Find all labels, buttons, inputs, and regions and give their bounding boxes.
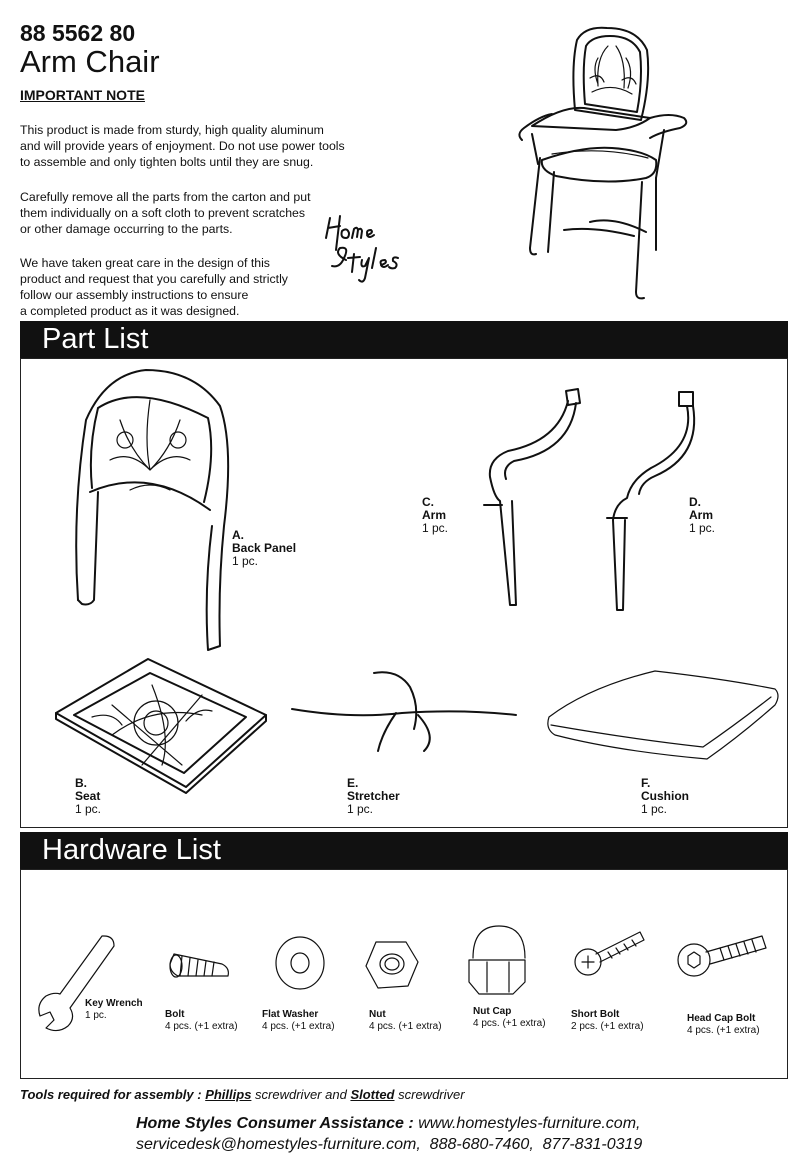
hw-head-cap-bolt-label: Head Cap Bolt 4 pcs. (+1 extra) (687, 1013, 760, 1036)
important-note-heading: IMPORTANT NOTE (20, 87, 145, 103)
head-cap-bolt-icon (676, 930, 771, 990)
part-list-heading: Part List (20, 321, 788, 358)
contact-phone-2: 877-831-0319 (542, 1136, 643, 1153)
hw-key-wrench-label: Key Wrench 1 pc. (85, 998, 143, 1021)
contact-website[interactable]: www.homestyles-furniture.com, (418, 1115, 641, 1132)
product-title: Arm Chair (20, 44, 160, 79)
nut-icon (362, 934, 422, 994)
part-e-label: E. Stretcher 1 pc. (347, 776, 400, 816)
hardware-list-heading: Hardware List (20, 832, 788, 869)
hw-nut-cap-label: Nut Cap 4 pcs. (+1 extra) (473, 1006, 546, 1029)
key-wrench-icon (34, 930, 124, 1040)
model-number: 88 5562 80 (20, 20, 136, 46)
note-paragraph-1: This product is made from sturdy, high quality aluminum and will provide years of enjoyment. Do not use power tools to assemble and only tighten bolts until they are snug. (20, 123, 345, 169)
hw-flat-washer-label: Flat Washer 4 pcs. (+1 extra) (262, 1009, 335, 1032)
contact-email[interactable]: servicedesk@homestyles-furniture.com, (136, 1136, 421, 1153)
home-styles-logo (318, 208, 443, 303)
cushion-illustration (545, 665, 780, 765)
tool-slotted: Slotted (350, 1087, 395, 1102)
back-panel-illustration (70, 360, 250, 660)
bolt-icon (166, 944, 236, 996)
note-paragraph-2: Carefully remove all the parts from the carton and put them individually on a soft cloth to prevent scratches or other damage occurring to the parts. (20, 190, 311, 236)
nut-cap-icon (465, 922, 530, 998)
short-bolt-icon (572, 924, 647, 984)
contact-label: Home Styles Consumer Assistance : (136, 1115, 414, 1132)
arm-chair-illustration (512, 22, 702, 322)
part-c-label: C. Arm 1 pc. (422, 495, 449, 535)
tool-phillips: Phillips (205, 1087, 252, 1102)
flat-washer-icon (273, 933, 328, 993)
part-d-label: D. Arm 1 pc. (689, 495, 716, 535)
contact-phone-1: 888-680-7460, (429, 1136, 534, 1153)
seat-illustration (52, 655, 272, 795)
stretcher-illustration (288, 665, 523, 760)
hw-bolt-label: Bolt 4 pcs. (+1 extra) (165, 1009, 238, 1032)
note-paragraph-3: We have taken great care in the design of this product and request that you carefully and strictly follow our assembly instructions to ensure a completed product as it was designed. (20, 256, 288, 318)
hw-nut-label: Nut 4 pcs. (+1 extra) (369, 1009, 442, 1032)
part-b-label: B. Seat 1 pc. (75, 776, 102, 816)
hw-short-bolt-label: Short Bolt 2 pcs. (+1 extra) (571, 1009, 644, 1032)
part-a-label: A. Back Panel 1 pc. (232, 528, 297, 568)
arm-c-illustration (470, 385, 590, 610)
tools-required: Tools required for assembly : Phillips screwdriver and Slotted screwdriver (20, 1087, 465, 1102)
consumer-assistance (136, 1113, 642, 1155)
part-f-label: F. Cushion 1 pc. (641, 776, 689, 816)
